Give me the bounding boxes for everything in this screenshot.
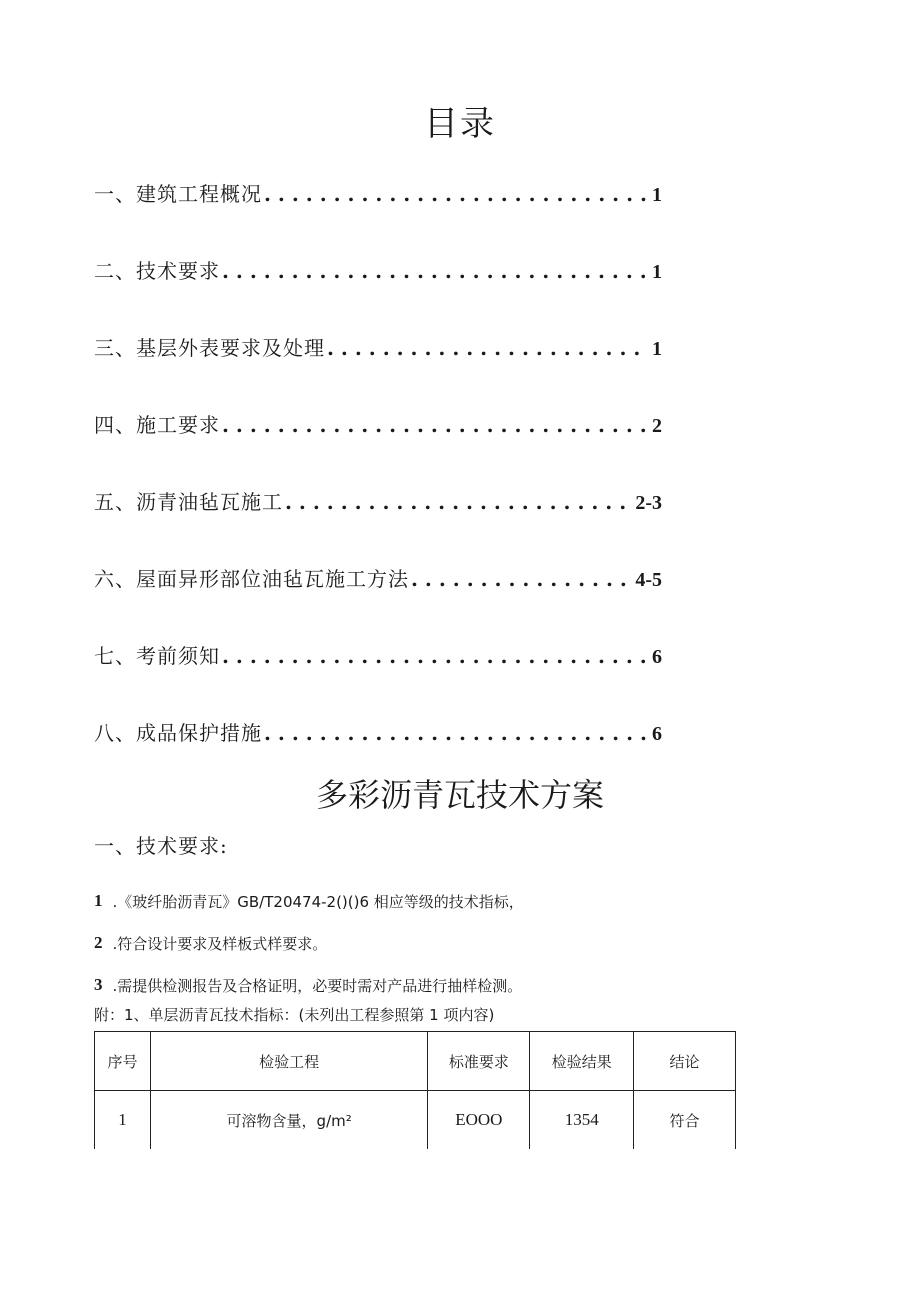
toc-leader-dots [285,490,631,514]
requirement-text: .《玻纤胎沥青瓦》GB/T20474-2()()6 相应等级的技术指标， [112,892,524,911]
appendix-caption: 附：1、单层沥青瓦技术指标：(未列出工程参照第 1 项内容) [94,1006,495,1024]
toc-entry-label: 七、考前须知 [94,644,220,668]
toc-entry[interactable] [94,563,662,640]
toc-leader-dots [327,336,648,360]
column-header-conclusion: 结论 [634,1032,736,1091]
column-header-item: 检验工程 [150,1032,428,1091]
requirement-item [94,880,814,922]
toc-entry-label: 六、屋面异形部位油毡瓦施工方法 [94,567,409,591]
cell-result: 1354 [530,1091,634,1150]
toc-entry[interactable] [94,409,662,486]
toc-entry-page: 6 [652,646,662,668]
toc-entry-label: 五、沥青油毡瓦施工 [94,490,283,514]
requirement-number: 2 [94,933,103,952]
cell-conclusion: 符合 [634,1091,736,1150]
toc-entry-page: 6 [652,723,662,745]
toc-title: 目录 [424,104,496,144]
toc-entry-label: 八、成品保护措施 [94,721,262,745]
requirements-list [94,880,814,1006]
table-row [95,1091,736,1150]
spec-table [94,1031,736,1149]
toc-entry-page: 1 [652,338,662,360]
toc-entry-page: 1 [652,261,662,283]
requirement-text: .需提供检测报告及合格证明，必要时需对产品进行抽样检测。 [112,976,523,995]
cell-standard: EOOO [428,1091,530,1150]
toc-entry[interactable] [94,255,662,332]
toc-entry-page: 2 [652,415,662,437]
document-title: 多彩沥青瓦技术方案 [315,776,604,814]
column-header-standard: 标准要求 [428,1032,530,1091]
toc-entry-page: 1 [652,184,662,206]
requirement-text: .符合设计要求及样板式样要求。 [112,934,328,953]
toc-leader-dots [222,644,648,668]
requirement-number: 3 [94,975,103,994]
toc-entry-page: 2-3 [635,492,662,514]
toc-entry-label: 一、建筑工程概况 [94,182,262,206]
column-header-no: 序号 [95,1032,151,1091]
toc-leader-dots [411,567,631,591]
toc-entry[interactable] [94,178,662,255]
toc-leader-dots [264,721,648,745]
column-header-result: 检验结果 [530,1032,634,1091]
toc-entry[interactable] [94,640,662,717]
toc-list [94,178,662,794]
toc-entry-label: 四、施工要求 [94,413,220,437]
toc-entry-label: 三、基层外表要求及处理 [94,336,325,360]
table-header-row [95,1032,736,1091]
toc-entry-label: 二、技术要求 [94,259,220,283]
toc-entry[interactable] [94,486,662,563]
cell-no: 1 [95,1091,151,1150]
toc-leader-dots [222,413,648,437]
cell-item: 可溶物含量，g/m² [150,1091,428,1150]
requirement-number: 1 [94,891,103,910]
section-heading: 一、技术要求: [94,834,228,858]
toc-leader-dots [264,182,648,206]
toc-entry-page: 4-5 [635,569,662,591]
requirement-item [94,964,814,1006]
toc-leader-dots [222,259,648,283]
requirement-item [94,922,814,964]
toc-entry[interactable] [94,332,662,409]
